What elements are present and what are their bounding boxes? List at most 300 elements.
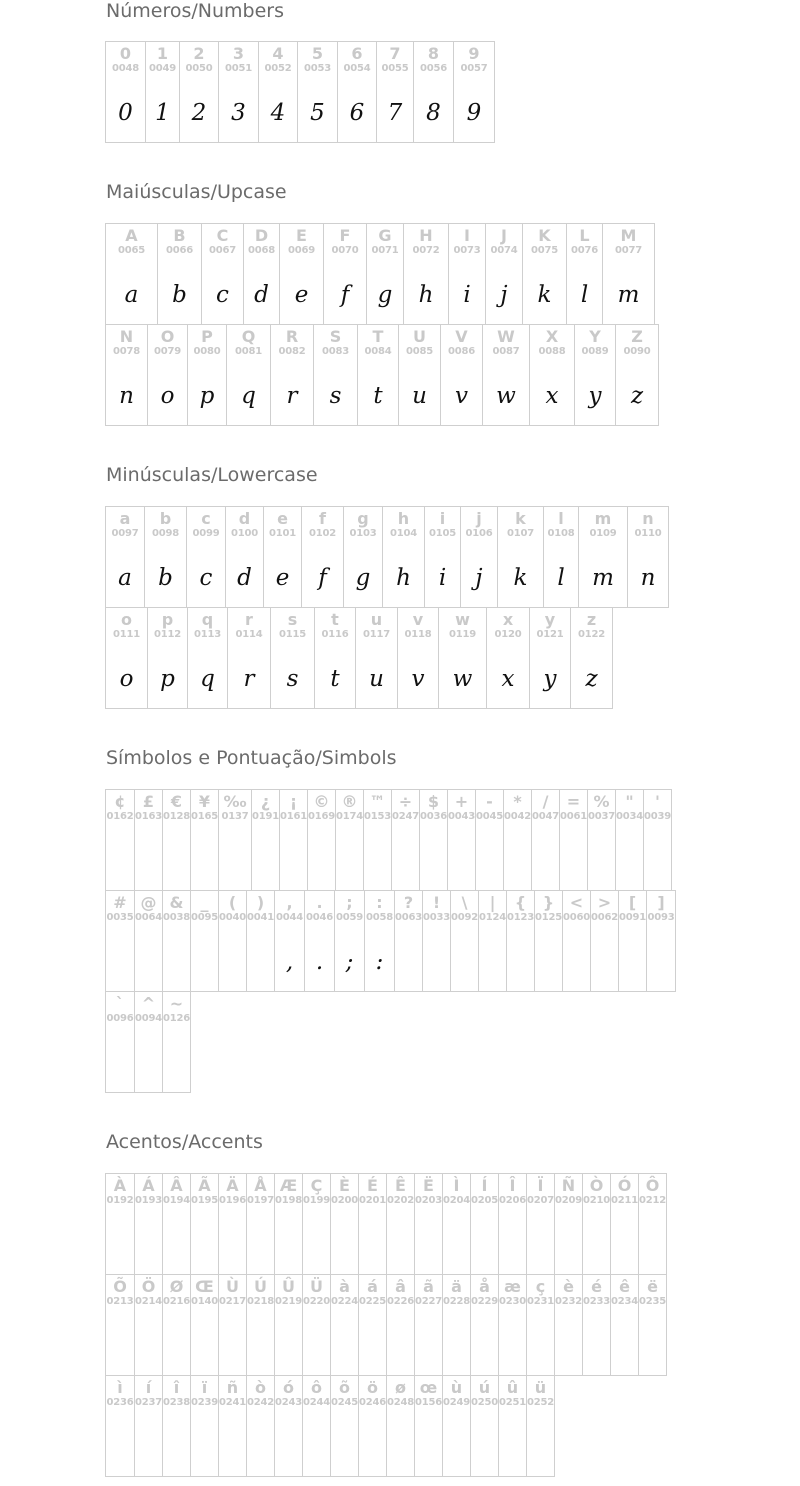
glyph-cell: [270, 607, 315, 709]
glyph-preview: 0: [118, 100, 133, 126]
glyph-character: p: [161, 610, 174, 629]
glyph-character: €: [170, 792, 183, 811]
glyph-preview: j: [475, 565, 483, 591]
glyph-character: d: [238, 509, 251, 528]
glyph-cell: [478, 890, 507, 992]
glyph-character: <: [569, 893, 584, 912]
glyph-code: 0114: [235, 629, 263, 640]
glyph-code: 0125: [535, 912, 563, 923]
glyph-character: 7: [389, 44, 401, 63]
glyph-cell: [187, 324, 227, 426]
glyph-preview: v: [455, 383, 468, 409]
glyph-cell: [543, 506, 579, 608]
glyph-code: 0084: [364, 346, 392, 357]
glyph-cell: [105, 991, 135, 1093]
glyph-preview: ;: [345, 949, 354, 975]
glyph-cell: [386, 1173, 415, 1275]
glyph-code: 0040: [219, 912, 247, 923]
glyph-code: 0037: [588, 811, 616, 822]
glyph-character: ': [655, 792, 660, 811]
glyph-character: ú: [478, 1378, 491, 1397]
symbols-grid-row: [105, 991, 191, 1093]
glyph-cell: [190, 1173, 219, 1275]
glyph-character: â: [395, 1277, 406, 1296]
glyph-character: ò: [255, 1378, 266, 1397]
glyph-character: ó: [283, 1378, 294, 1397]
glyph-preview: h: [396, 565, 411, 591]
glyph-preview: c: [199, 565, 213, 591]
glyph-preview: m: [617, 282, 640, 308]
glyph-character: ï: [201, 1378, 208, 1397]
glyph-code: 0078: [112, 346, 141, 357]
glyph-cell: [364, 890, 395, 992]
glyph-cell: [358, 1173, 387, 1275]
glyph-cell: [438, 607, 487, 709]
glyph-cell: [498, 1274, 527, 1376]
glyph-cell: [263, 506, 302, 608]
glyph-cell: [413, 41, 454, 143]
glyph-cell: [554, 1274, 583, 1376]
glyph-code: 0212: [639, 1195, 667, 1206]
glyph-cell: [330, 1173, 359, 1275]
glyph-code: 0087: [492, 346, 520, 357]
glyph-cell: [615, 324, 659, 426]
glyph-character: Ô: [645, 1176, 660, 1195]
glyph-cell: [440, 324, 483, 426]
glyph-preview: h: [418, 282, 434, 308]
symbols-grid-row: [105, 789, 672, 891]
glyph-character: v: [412, 610, 424, 629]
glyph-cell: [186, 506, 226, 608]
glyph-preview: a: [124, 282, 139, 308]
glyph-cell: [376, 41, 414, 143]
glyph-cell: [482, 324, 530, 426]
glyph-cell: [243, 223, 280, 325]
glyph-character: (: [228, 893, 237, 912]
glyph-code: 0219: [275, 1296, 303, 1307]
glyph-preview: 1: [155, 100, 170, 126]
glyph-cell: [105, 890, 135, 992]
glyph-character: I: [464, 226, 470, 245]
glyph-preview: 7: [387, 100, 403, 126]
glyph-cell: [559, 789, 588, 891]
glyph-preview: t: [330, 666, 340, 692]
glyph-cell: [355, 607, 398, 709]
glyph-preview: k: [513, 565, 528, 591]
glyph-code: 0066: [165, 245, 194, 256]
glyph-code: 0213: [106, 1296, 134, 1307]
glyph-character: @: [140, 893, 157, 912]
glyph-cell: [554, 1173, 583, 1275]
glyph-code: 0224: [331, 1296, 359, 1307]
glyph-preview: k: [537, 282, 552, 308]
glyph-code: 0064: [135, 912, 163, 923]
glyph-cell: [190, 789, 219, 891]
glyph-character: o: [121, 610, 132, 629]
glyph-cell: [394, 890, 423, 992]
glyph-preview: m: [592, 565, 614, 591]
glyph-cell: [397, 607, 439, 709]
glyph-code: 0205: [471, 1195, 499, 1206]
glyph-code: 0043: [448, 811, 476, 822]
glyph-code: 0204: [443, 1195, 471, 1206]
glyph-code: 0034: [616, 811, 644, 822]
glyph-code: 0161: [280, 811, 308, 822]
glyph-code: 0194: [163, 1195, 191, 1206]
glyph-cell: [279, 789, 308, 891]
glyph-character: Ü: [310, 1277, 323, 1296]
glyph-code: 0074: [490, 245, 518, 256]
glyph-cell: [162, 890, 191, 992]
glyph-cell: [453, 41, 495, 143]
glyph-cell: [450, 890, 479, 992]
glyph-character: ¡: [289, 792, 298, 811]
lowercase-grid-row: [105, 506, 669, 608]
glyph-character: m: [594, 509, 612, 528]
glyph-code: 0217: [219, 1296, 247, 1307]
glyph-preview: .: [315, 949, 324, 975]
glyph-character: ¥: [198, 792, 211, 811]
glyph-cell: [448, 223, 486, 325]
glyph-cell: [442, 1375, 471, 1477]
glyph-code: 0081: [234, 346, 263, 357]
glyph-code: 0083: [321, 346, 350, 357]
glyph-code: 0153: [364, 811, 392, 822]
glyph-code: 0156: [415, 1397, 443, 1408]
glyph-character: +: [454, 792, 469, 811]
glyph-code: 0062: [591, 912, 619, 923]
glyph-code: 0248: [387, 1397, 415, 1408]
glyph-cell: [105, 324, 148, 426]
glyph-code: 0233: [583, 1296, 611, 1307]
glyph-preview: g: [377, 282, 393, 308]
glyph-cell: [302, 1274, 331, 1376]
glyph-preview: z: [630, 383, 644, 409]
glyph-character: Ê: [395, 1176, 406, 1195]
glyph-cell: [162, 1375, 191, 1477]
glyph-character: M: [620, 226, 637, 245]
glyph-preview: i: [438, 565, 447, 591]
glyph-preview: y: [543, 666, 557, 692]
glyph-character: Ñ: [561, 1176, 576, 1195]
glyph-character: ~: [169, 994, 184, 1013]
glyph-preview: p: [160, 666, 175, 692]
glyph-code: 0082: [278, 346, 306, 357]
glyph-cell: [386, 1375, 415, 1477]
glyph-cell: [582, 1274, 611, 1376]
glyph-preview: 5: [310, 100, 325, 126]
glyph-cell: [190, 1375, 219, 1477]
glyph-cell: [618, 890, 647, 992]
glyph-cell: [638, 1173, 667, 1275]
glyph-cell: [470, 1375, 499, 1477]
glyph-code: 0048: [111, 63, 140, 74]
glyph-cell: [201, 223, 244, 325]
glyph-character: Õ: [113, 1277, 127, 1296]
glyph-code: 0196: [219, 1195, 247, 1206]
glyph-code: 0197: [247, 1195, 275, 1206]
glyph-code: 0067: [208, 245, 237, 256]
glyph-cell: [134, 890, 163, 992]
glyph-cell: [162, 1274, 191, 1376]
glyph-preview: u: [412, 383, 427, 409]
glyph-cell: [643, 789, 672, 891]
glyph-character: Ë: [423, 1176, 434, 1195]
glyph-code: 0052: [264, 63, 292, 74]
glyph-code: 0210: [583, 1195, 611, 1206]
glyph-character: 0: [119, 44, 132, 63]
accents-grid-row: [105, 1375, 555, 1477]
glyph-code: 0162: [106, 811, 134, 822]
glyph-cell: [424, 506, 461, 608]
glyph-character: 2: [193, 44, 205, 63]
glyph-code: 0207: [527, 1195, 555, 1206]
glyph-character: W: [497, 327, 515, 346]
glyph-code: 0041: [247, 912, 275, 923]
glyph-code: 0061: [560, 811, 588, 822]
glyph-cell: [274, 1274, 303, 1376]
glyph-character: g: [357, 509, 369, 528]
glyph-code: 0088: [538, 346, 566, 357]
glyph-character: =: [566, 792, 581, 811]
glyph-cell: [358, 1375, 387, 1477]
glyph-code: 0231: [527, 1296, 555, 1307]
glyph-character: /: [542, 792, 549, 811]
glyph-cell: [529, 324, 575, 426]
glyph-code: 0241: [219, 1397, 247, 1408]
symbols-grid-row: [105, 890, 676, 992]
glyph-cell: [526, 1274, 555, 1376]
glyph-code: 0107: [506, 528, 535, 539]
glyph-code: 0249: [443, 1397, 471, 1408]
glyph-character: Ò: [589, 1176, 604, 1195]
glyph-character: 9: [468, 44, 480, 63]
glyph-code: 0070: [331, 245, 359, 256]
glyph-character: ô: [311, 1378, 322, 1397]
glyph-code: 0121: [536, 629, 564, 640]
glyph-preview: n: [119, 383, 134, 409]
glyph-character: ©: [313, 792, 330, 811]
glyph-cell: [297, 41, 338, 143]
glyph-code: 0101: [268, 528, 297, 539]
glyph-cell: [587, 789, 616, 891]
glyph-code: 0232: [555, 1296, 583, 1307]
glyph-code: 0235: [639, 1296, 667, 1307]
glyph-code: 0042: [504, 811, 532, 822]
glyph-code: 0097: [111, 528, 139, 539]
glyph-cell: [274, 890, 305, 992]
glyph-code: 0046: [305, 912, 334, 923]
glyph-cell: [105, 223, 158, 325]
glyph-character: ê: [619, 1277, 630, 1296]
glyph-cell: [246, 1375, 275, 1477]
glyph-character: ã: [423, 1277, 434, 1296]
glyph-character: w: [455, 610, 470, 629]
glyph-cell: [582, 1173, 611, 1275]
glyph-code: 0193: [135, 1195, 163, 1206]
glyph-cell: [337, 41, 377, 143]
glyph-code: 0242: [247, 1397, 275, 1408]
glyph-preview: 2: [191, 100, 207, 126]
glyph-code: 0068: [247, 245, 276, 256]
glyph-code: 0126: [163, 1013, 191, 1024]
glyph-code: 0086: [447, 346, 476, 357]
glyph-character: J: [501, 226, 507, 245]
glyph-character: x: [502, 610, 514, 629]
glyph-code: 0237: [135, 1397, 163, 1408]
glyph-character: c: [201, 509, 211, 528]
glyph-character: Œ: [195, 1277, 214, 1296]
glyph-code: 0227: [415, 1296, 443, 1307]
glyph-code: 0198: [275, 1195, 303, 1206]
glyph-cell: [218, 1173, 247, 1275]
glyph-character: X: [545, 327, 559, 346]
glyph-cell: [498, 1173, 527, 1275]
glyph-code: 0044: [275, 912, 304, 923]
glyph-preview: o: [119, 666, 134, 692]
glyph-cell: [162, 991, 191, 1093]
glyph-character: À: [113, 1176, 127, 1195]
glyph-code: 0245: [331, 1397, 359, 1408]
glyph-cell: [534, 890, 563, 992]
glyph-character: i: [439, 509, 446, 528]
glyph-code: 0216: [163, 1296, 191, 1307]
glyph-code: 0124: [479, 912, 507, 923]
glyph-character: a: [119, 509, 131, 528]
glyph-character: 8: [427, 44, 440, 63]
glyph-character: É: [367, 1176, 378, 1195]
glyph-code: 0079: [153, 346, 182, 357]
glyph-character: #: [113, 893, 127, 912]
glyph-cell: [218, 1375, 247, 1477]
glyph-preview: x: [501, 666, 515, 692]
glyph-code: 0218: [247, 1296, 275, 1307]
glyph-preview: ,: [285, 949, 294, 975]
glyph-cell: [503, 789, 532, 891]
glyph-code: 0113: [193, 629, 222, 640]
glyph-cell: [419, 789, 448, 891]
glyph-cell: [246, 1173, 275, 1275]
glyph-code: 0246: [359, 1397, 387, 1408]
glyph-character: ;: [346, 893, 353, 912]
glyph-cell: [157, 223, 202, 325]
glyph-character: ì: [117, 1378, 123, 1397]
glyph-character: V: [455, 327, 468, 346]
glyph-character: ë: [647, 1277, 658, 1296]
glyph-code: 0128: [163, 811, 191, 822]
glyph-cell: [574, 324, 616, 426]
glyph-character: Ì: [453, 1176, 460, 1195]
glyph-code: 0206: [499, 1195, 527, 1206]
glyph-code: 0110: [634, 528, 662, 539]
glyph-code: 0105: [428, 528, 457, 539]
glyph-character: õ: [339, 1378, 350, 1397]
glyph-cell: [334, 890, 365, 992]
glyph-preview: i: [463, 282, 471, 308]
glyph-code: 0049: [148, 63, 177, 74]
glyph-code: 0122: [577, 629, 606, 640]
glyph-cell: [529, 607, 571, 709]
glyph-code: 0163: [135, 811, 163, 822]
glyph-cell: [330, 1274, 359, 1376]
glyph-preview: 8: [426, 100, 441, 126]
glyph-preview: f: [318, 565, 327, 591]
glyph-code: 0106: [465, 528, 493, 539]
glyph-character: à: [339, 1277, 350, 1296]
section-title-numbers: Números/Numbers: [106, 0, 284, 22]
glyph-cell: [363, 789, 392, 891]
glyph-cell: [162, 1173, 191, 1275]
glyph-preview: r: [286, 383, 298, 409]
glyph-code: 0072: [412, 245, 440, 256]
glyph-code: 0098: [151, 528, 180, 539]
glyph-character: z: [586, 610, 597, 629]
glyph-preview: d: [254, 282, 269, 308]
glyph-code: 0058: [365, 912, 394, 923]
glyph-preview: b: [158, 565, 173, 591]
glyph-character: Ç: [310, 1176, 323, 1195]
glyph-code: 0112: [153, 629, 182, 640]
glyph-code: 0071: [371, 245, 399, 256]
glyph-preview: y: [588, 383, 602, 409]
glyph-code: 0117: [362, 629, 391, 640]
glyph-code: 0085: [405, 346, 434, 357]
glyph-character: H: [419, 226, 433, 245]
glyph-code: 0244: [303, 1397, 331, 1408]
glyph-cell: [105, 789, 135, 891]
glyph-cell: [335, 789, 364, 891]
glyph-character: K: [538, 226, 551, 245]
glyph-cell: [330, 1375, 359, 1477]
glyph-character: È: [339, 1176, 350, 1195]
glyph-cell: [470, 1274, 499, 1376]
glyph-character: Ó: [617, 1176, 632, 1195]
glyph-code: 0234: [611, 1296, 639, 1307]
glyph-character: Ä: [226, 1176, 239, 1195]
glyph-cell: [391, 789, 420, 891]
glyph-code: 0056: [419, 63, 448, 74]
glyph-character: Ù: [226, 1277, 239, 1296]
glyph-character: è: [563, 1277, 574, 1296]
glyph-preview: 9: [466, 100, 482, 126]
glyph-cell: [602, 223, 655, 325]
glyph-cell: [190, 890, 219, 992]
glyph-character: Å: [254, 1176, 267, 1195]
upcase-grid-row: [105, 324, 659, 426]
glyph-code: 0191: [252, 811, 280, 822]
glyph-character: \: [461, 893, 468, 912]
glyph-cell: [218, 890, 247, 992]
glyph-character: S: [329, 327, 342, 346]
lowercase-grid-row: [105, 607, 613, 709]
glyph-code: 0080: [193, 346, 221, 357]
glyph-cell: [526, 1375, 555, 1477]
glyph-character: h: [397, 509, 410, 528]
glyph-cell: [179, 41, 219, 143]
glyph-cell: [590, 890, 619, 992]
glyph-character: !: [432, 893, 441, 912]
glyph-preview: d: [237, 565, 252, 591]
glyph-code: 0091: [619, 912, 647, 923]
glyph-character: ,: [286, 893, 293, 912]
glyph-cell: [270, 324, 314, 426]
glyph-cell: [314, 607, 356, 709]
section-title-symbols: Símbolos e Pontuação/Simbols: [106, 747, 397, 769]
glyph-cell: [225, 506, 264, 608]
glyph-code: 0225: [359, 1296, 387, 1307]
glyph-code: 0238: [163, 1397, 191, 1408]
glyph-character: ?: [403, 893, 414, 912]
